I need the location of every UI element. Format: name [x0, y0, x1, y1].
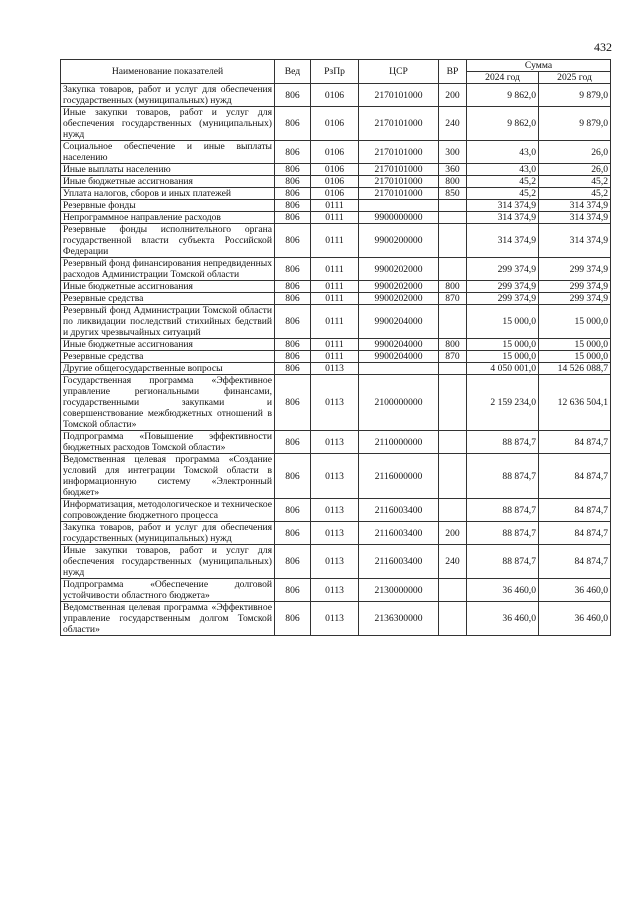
- row-sum-2024-cell: 299 374,9: [467, 293, 539, 305]
- row-csr-cell: 9900202000: [359, 281, 439, 293]
- row-name-cell: Государственная программа «Эффективное управление региональными финансами, государственными закупками и совершенствование межбюджетных отношений в Томской области»: [61, 375, 275, 431]
- row-vr-cell: 800: [439, 339, 467, 351]
- row-csr-cell: 2116003400: [359, 499, 439, 522]
- row-rzpr-cell: 0111: [311, 293, 359, 305]
- table-row: [61, 224, 611, 258]
- row-csr-cell: 2100000000: [359, 375, 439, 431]
- table-row: [61, 305, 611, 339]
- row-csr-cell: 2110000000: [359, 431, 439, 454]
- row-sum-2024-cell: 9 862,0: [467, 84, 539, 107]
- row-sum-2025-cell: 314 374,9: [539, 212, 611, 224]
- row-vr-cell: 870: [439, 351, 467, 363]
- row-name-cell: Резервный фонд финансирования непредвиденных расходов Администрации Томской области: [61, 258, 275, 281]
- row-name-cell: Иные бюджетные ассигнования: [61, 339, 275, 351]
- table-body: [61, 84, 611, 636]
- row-csr-cell: 2170101000: [359, 164, 439, 176]
- row-ved-cell: 806: [275, 258, 311, 281]
- row-sum-2025-cell: 26,0: [539, 164, 611, 176]
- row-csr-cell: 2116003400: [359, 545, 439, 579]
- row-csr-cell: 2170101000: [359, 84, 439, 107]
- row-sum-2025-cell: 45,2: [539, 188, 611, 200]
- row-name-cell: Иные бюджетные ассигнования: [61, 176, 275, 188]
- table-row: [61, 351, 611, 363]
- row-sum-2024-cell: 15 000,0: [467, 305, 539, 339]
- table-row: [61, 579, 611, 602]
- row-sum-2024-cell: 299 374,9: [467, 258, 539, 281]
- row-vr-cell: 240: [439, 107, 467, 141]
- table-row: [61, 176, 611, 188]
- row-vr-cell: 240: [439, 545, 467, 579]
- row-ved-cell: 806: [275, 579, 311, 602]
- row-ved-cell: 806: [275, 339, 311, 351]
- row-vr-cell: 300: [439, 141, 467, 164]
- table-row: [61, 602, 611, 636]
- row-sum-2024-cell: 88 874,7: [467, 545, 539, 579]
- row-rzpr-cell: 0111: [311, 305, 359, 339]
- row-sum-2025-cell: 15 000,0: [539, 339, 611, 351]
- row-ved-cell: 806: [275, 188, 311, 200]
- row-rzpr-cell: 0113: [311, 375, 359, 431]
- row-ved-cell: 806: [275, 200, 311, 212]
- row-csr-cell: 2116000000: [359, 454, 439, 499]
- header-name: Наименование показателей: [61, 60, 275, 84]
- row-name-cell: Иные бюджетные ассигнования: [61, 281, 275, 293]
- row-sum-2024-cell: 88 874,7: [467, 431, 539, 454]
- row-sum-2025-cell: 314 374,9: [539, 200, 611, 212]
- row-name-cell: Резервный фонд Администрации Томской области по ликвидации последствий стихийных бедствий и других чрезвычайных ситуаций: [61, 305, 275, 339]
- row-csr-cell: 9900204000: [359, 351, 439, 363]
- row-name-cell: Другие общегосударственные вопросы: [61, 363, 275, 375]
- row-sum-2025-cell: 15 000,0: [539, 305, 611, 339]
- row-ved-cell: 806: [275, 305, 311, 339]
- row-csr-cell: 2170101000: [359, 176, 439, 188]
- row-ved-cell: 806: [275, 164, 311, 176]
- row-sum-2025-cell: 84 874,7: [539, 499, 611, 522]
- row-vr-cell: [439, 499, 467, 522]
- header-year-2024: 2024 год: [467, 72, 539, 84]
- row-vr-cell: [439, 431, 467, 454]
- row-csr-cell: 9900200000: [359, 224, 439, 258]
- row-vr-cell: [439, 363, 467, 375]
- row-vr-cell: [439, 305, 467, 339]
- header-ved: Вед: [275, 60, 311, 84]
- row-vr-cell: 200: [439, 84, 467, 107]
- row-sum-2025-cell: 36 460,0: [539, 579, 611, 602]
- row-sum-2025-cell: 299 374,9: [539, 258, 611, 281]
- row-sum-2024-cell: 43,0: [467, 164, 539, 176]
- row-sum-2025-cell: 14 526 088,7: [539, 363, 611, 375]
- row-rzpr-cell: 0106: [311, 164, 359, 176]
- row-name-cell: Иные закупки товаров, работ и услуг для обеспечения государственных (муниципальных) нужд: [61, 107, 275, 141]
- row-csr-cell: 2170101000: [359, 188, 439, 200]
- table-row: [61, 188, 611, 200]
- header-year-2025: 2025 год: [539, 72, 611, 84]
- row-sum-2024-cell: 2 159 234,0: [467, 375, 539, 431]
- row-sum-2024-cell: 36 460,0: [467, 602, 539, 636]
- row-sum-2024-cell: 43,0: [467, 141, 539, 164]
- row-csr-cell: 2170101000: [359, 141, 439, 164]
- budget-table: [60, 59, 611, 636]
- row-ved-cell: 806: [275, 545, 311, 579]
- row-sum-2025-cell: 299 374,9: [539, 281, 611, 293]
- table-row: [61, 522, 611, 545]
- table-row: [61, 339, 611, 351]
- row-rzpr-cell: 0113: [311, 579, 359, 602]
- row-sum-2025-cell: 45,2: [539, 176, 611, 188]
- row-sum-2025-cell: 84 874,7: [539, 431, 611, 454]
- row-sum-2024-cell: 88 874,7: [467, 522, 539, 545]
- row-csr-cell: 2170101000: [359, 107, 439, 141]
- row-sum-2025-cell: 9 879,0: [539, 107, 611, 141]
- row-name-cell: Информатизация, методологическое и техническое сопровождение бюджетного процесса: [61, 499, 275, 522]
- row-name-cell: Уплата налогов, сборов и иных платежей: [61, 188, 275, 200]
- row-name-cell: Иные закупки товаров, работ и услуг для обеспечения государственных (муниципальных) нужд: [61, 545, 275, 579]
- row-vr-cell: [439, 212, 467, 224]
- row-rzpr-cell: 0113: [311, 363, 359, 375]
- row-rzpr-cell: 0113: [311, 522, 359, 545]
- row-rzpr-cell: 0113: [311, 545, 359, 579]
- row-rzpr-cell: 0106: [311, 188, 359, 200]
- row-sum-2025-cell: 36 460,0: [539, 602, 611, 636]
- row-sum-2024-cell: 314 374,9: [467, 212, 539, 224]
- row-sum-2025-cell: 26,0: [539, 141, 611, 164]
- row-vr-cell: [439, 375, 467, 431]
- row-csr-cell: 9900000000: [359, 212, 439, 224]
- table-row: [61, 84, 611, 107]
- row-sum-2025-cell: 15 000,0: [539, 351, 611, 363]
- row-vr-cell: [439, 200, 467, 212]
- row-ved-cell: 806: [275, 141, 311, 164]
- row-sum-2024-cell: 15 000,0: [467, 339, 539, 351]
- row-rzpr-cell: 0111: [311, 351, 359, 363]
- row-vr-cell: [439, 454, 467, 499]
- row-ved-cell: 806: [275, 84, 311, 107]
- row-sum-2025-cell: 9 879,0: [539, 84, 611, 107]
- row-csr-cell: 2136300000: [359, 602, 439, 636]
- row-vr-cell: 360: [439, 164, 467, 176]
- row-rzpr-cell: 0106: [311, 84, 359, 107]
- row-vr-cell: 800: [439, 176, 467, 188]
- row-ved-cell: 806: [275, 602, 311, 636]
- row-name-cell: Резервные фонды исполнительного органа государственной власти субъекта Российской Федерации: [61, 224, 275, 258]
- row-rzpr-cell: 0111: [311, 212, 359, 224]
- table-row: [61, 164, 611, 176]
- row-rzpr-cell: 0111: [311, 200, 359, 212]
- table-row: [61, 431, 611, 454]
- row-rzpr-cell: 0113: [311, 431, 359, 454]
- row-sum-2025-cell: 84 874,7: [539, 545, 611, 579]
- row-sum-2025-cell: 84 874,7: [539, 454, 611, 499]
- row-name-cell: Закупка товаров, работ и услуг для обеспечения государственных (муниципальных) нужд: [61, 84, 275, 107]
- row-name-cell: Резервные средства: [61, 293, 275, 305]
- row-vr-cell: [439, 258, 467, 281]
- row-name-cell: Закупка товаров, работ и услуг для обеспечения государственных (муниципальных) нужд: [61, 522, 275, 545]
- table-row: [61, 363, 611, 375]
- row-rzpr-cell: 0111: [311, 224, 359, 258]
- row-vr-cell: 800: [439, 281, 467, 293]
- row-ved-cell: 806: [275, 281, 311, 293]
- row-csr-cell: 2116003400: [359, 522, 439, 545]
- row-sum-2025-cell: 12 636 504,1: [539, 375, 611, 431]
- row-name-cell: Подпрограмма «Обеспечение долговой устойчивости областного бюджета»: [61, 579, 275, 602]
- row-name-cell: Резервные средства: [61, 351, 275, 363]
- table-row: [61, 212, 611, 224]
- table-header: [61, 60, 611, 84]
- row-sum-2025-cell: 314 374,9: [539, 224, 611, 258]
- row-sum-2025-cell: 299 374,9: [539, 293, 611, 305]
- row-ved-cell: 806: [275, 107, 311, 141]
- row-csr-cell: 9900202000: [359, 258, 439, 281]
- row-sum-2024-cell: 15 000,0: [467, 351, 539, 363]
- row-name-cell: Резервные фонды: [61, 200, 275, 212]
- row-sum-2024-cell: 314 374,9: [467, 200, 539, 212]
- row-rzpr-cell: 0106: [311, 107, 359, 141]
- header-rzpr: РзПр: [311, 60, 359, 84]
- row-sum-2024-cell: 88 874,7: [467, 454, 539, 499]
- row-rzpr-cell: 0111: [311, 281, 359, 293]
- table-row: [61, 281, 611, 293]
- table-row: [61, 258, 611, 281]
- row-name-cell: Подпрограмма «Повышение эффективности бюджетных расходов Томской области»: [61, 431, 275, 454]
- row-csr-cell: 9900204000: [359, 305, 439, 339]
- row-rzpr-cell: 0113: [311, 454, 359, 499]
- row-sum-2024-cell: 36 460,0: [467, 579, 539, 602]
- row-ved-cell: 806: [275, 499, 311, 522]
- row-name-cell: Ведомственная целевая программа «Создание условий для интеграции Томской области в информационную систему «Электронный бюджет»: [61, 454, 275, 499]
- row-rzpr-cell: 0111: [311, 339, 359, 351]
- row-csr-cell: [359, 200, 439, 212]
- row-rzpr-cell: 0113: [311, 602, 359, 636]
- header-sum: Сумма: [467, 60, 611, 72]
- row-ved-cell: 806: [275, 522, 311, 545]
- row-csr-cell: 2130000000: [359, 579, 439, 602]
- row-vr-cell: 870: [439, 293, 467, 305]
- row-ved-cell: 806: [275, 454, 311, 499]
- row-sum-2024-cell: 45,2: [467, 176, 539, 188]
- row-vr-cell: [439, 224, 467, 258]
- row-vr-cell: 200: [439, 522, 467, 545]
- table-row: [61, 545, 611, 579]
- row-vr-cell: 850: [439, 188, 467, 200]
- row-ved-cell: 806: [275, 431, 311, 454]
- row-rzpr-cell: 0111: [311, 258, 359, 281]
- row-ved-cell: 806: [275, 212, 311, 224]
- page-number: 432: [594, 40, 612, 54]
- row-vr-cell: [439, 602, 467, 636]
- row-csr-cell: [359, 363, 439, 375]
- header-vr: ВР: [439, 60, 467, 84]
- header-csr: ЦСР: [359, 60, 439, 84]
- table-row: [61, 293, 611, 305]
- row-csr-cell: 9900202000: [359, 293, 439, 305]
- table-row: [61, 107, 611, 141]
- table-row: [61, 454, 611, 499]
- row-name-cell: Социальное обеспечение и иные выплаты населению: [61, 141, 275, 164]
- row-sum-2024-cell: 299 374,9: [467, 281, 539, 293]
- row-ved-cell: 806: [275, 351, 311, 363]
- row-sum-2024-cell: 45,2: [467, 188, 539, 200]
- row-sum-2025-cell: 84 874,7: [539, 522, 611, 545]
- row-ved-cell: 806: [275, 224, 311, 258]
- table-row: [61, 499, 611, 522]
- row-sum-2024-cell: 88 874,7: [467, 499, 539, 522]
- row-ved-cell: 806: [275, 375, 311, 431]
- row-ved-cell: 806: [275, 293, 311, 305]
- row-sum-2024-cell: 314 374,9: [467, 224, 539, 258]
- row-name-cell: Ведомственная целевая программа «Эффективное управление государственным долгом Томской области»: [61, 602, 275, 636]
- row-vr-cell: [439, 579, 467, 602]
- row-rzpr-cell: 0106: [311, 176, 359, 188]
- row-ved-cell: 806: [275, 363, 311, 375]
- row-rzpr-cell: 0113: [311, 499, 359, 522]
- row-ved-cell: 806: [275, 176, 311, 188]
- table-row: [61, 200, 611, 212]
- row-sum-2024-cell: 4 050 001,0: [467, 363, 539, 375]
- row-csr-cell: 9900204000: [359, 339, 439, 351]
- row-name-cell: Непрограммное направление расходов: [61, 212, 275, 224]
- table-row: [61, 141, 611, 164]
- row-rzpr-cell: 0106: [311, 141, 359, 164]
- table-row: [61, 375, 611, 431]
- row-name-cell: Иные выплаты населению: [61, 164, 275, 176]
- row-sum-2024-cell: 9 862,0: [467, 107, 539, 141]
